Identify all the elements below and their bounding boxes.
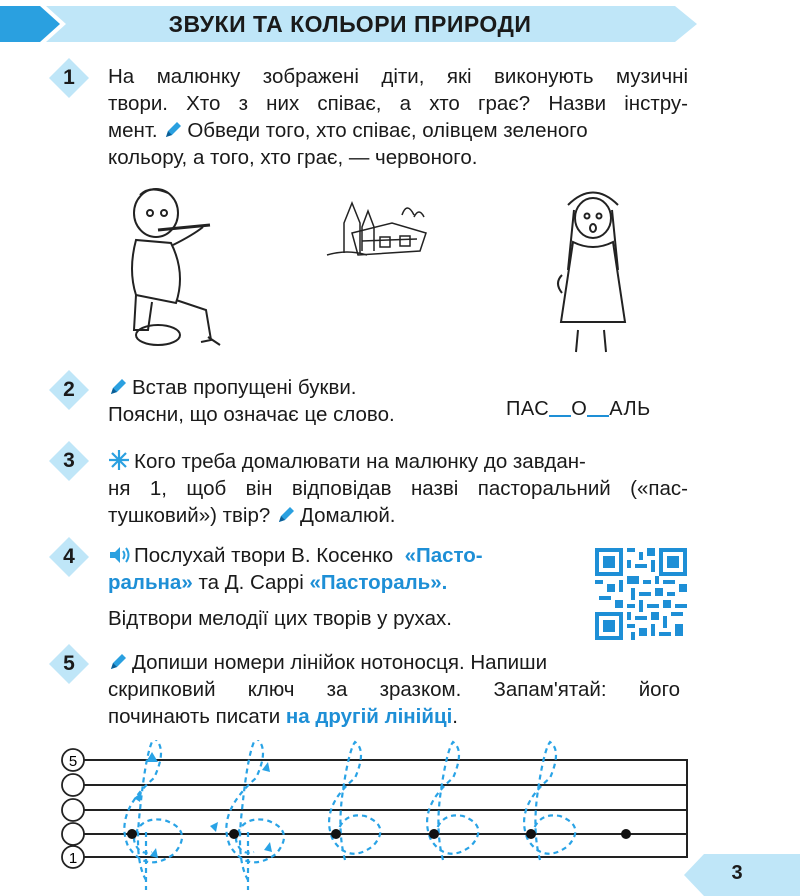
task-number-badge: 5 xyxy=(48,643,90,685)
village-house-illustration xyxy=(322,193,434,263)
girl-singing-illustration xyxy=(548,180,638,365)
task3-line3: тушковий») твір? Домалюй. xyxy=(108,504,396,527)
task-number-badge: 2 xyxy=(48,369,90,411)
task5-line3: починають писати на другій лінійці. xyxy=(108,705,458,728)
task2-line1: Встав пропущені букви. xyxy=(108,375,442,401)
task1-line1: На малюнку зображені діти, які виконують музичні xyxy=(108,65,688,88)
task2-line2: Поясни, що означає це слово. xyxy=(108,403,395,426)
fill-in-word: ПАС О АЛЬ xyxy=(506,398,651,420)
task1-line3: мент. Обведи того, хто співає, олівцем зеленого xyxy=(108,119,588,142)
task1-line4: кольору, а того, хто грає, — червоного. xyxy=(108,146,478,169)
qr-code-icon[interactable] xyxy=(595,548,687,640)
task1-line2: твори. Хто з них співає, а хто грає? Назви інстру- xyxy=(108,92,688,115)
page-title: ЗВУКИ ТА КОЛЬОРИ ПРИРОДИ xyxy=(168,10,532,37)
pencil-icon xyxy=(108,377,128,397)
speaker-icon[interactable] xyxy=(108,545,130,565)
song-link[interactable]: ральна» xyxy=(108,571,193,594)
pencil-icon xyxy=(276,505,296,525)
staff-line-label: 5 xyxy=(68,753,78,770)
task-number-badge: 4 xyxy=(48,536,90,578)
song-link[interactable]: «Пастораль». xyxy=(309,571,448,594)
pencil-icon xyxy=(108,652,128,672)
page-number: 3 xyxy=(731,862,743,884)
task4-line1: Послухай твори В. Косенко «Пасто- xyxy=(108,543,483,569)
task5-line2: скрипковий ключ за зразком. Запам'ятай: його xyxy=(108,678,680,701)
boy-playing-flute-illustration xyxy=(118,185,228,365)
music-staff xyxy=(60,740,700,890)
letter-blank[interactable] xyxy=(549,397,571,417)
song-link[interactable]: «Пасто- xyxy=(404,544,483,567)
pencil-icon xyxy=(163,120,183,140)
staff-line-label: 1 xyxy=(68,850,78,867)
task4-line2: ральна» та Д. Саррі «Пастораль». xyxy=(108,571,448,594)
task-number-badge: 3 xyxy=(48,440,90,482)
task-number-badge: 1 xyxy=(48,57,90,99)
sparkle-icon xyxy=(108,449,130,471)
letter-blank[interactable] xyxy=(587,397,609,417)
task4-line3: Відтвори мелодії цих творів у рухах. xyxy=(108,607,452,630)
task3-line2: ня 1, щоб він відповідав назві пасторальний («пас- xyxy=(108,477,688,500)
task3-line1: Кого треба домалювати на малюнку до завдан- xyxy=(108,449,688,475)
task5-line1: Допиши номери лінійок нотоносця. Напиши xyxy=(108,650,688,676)
